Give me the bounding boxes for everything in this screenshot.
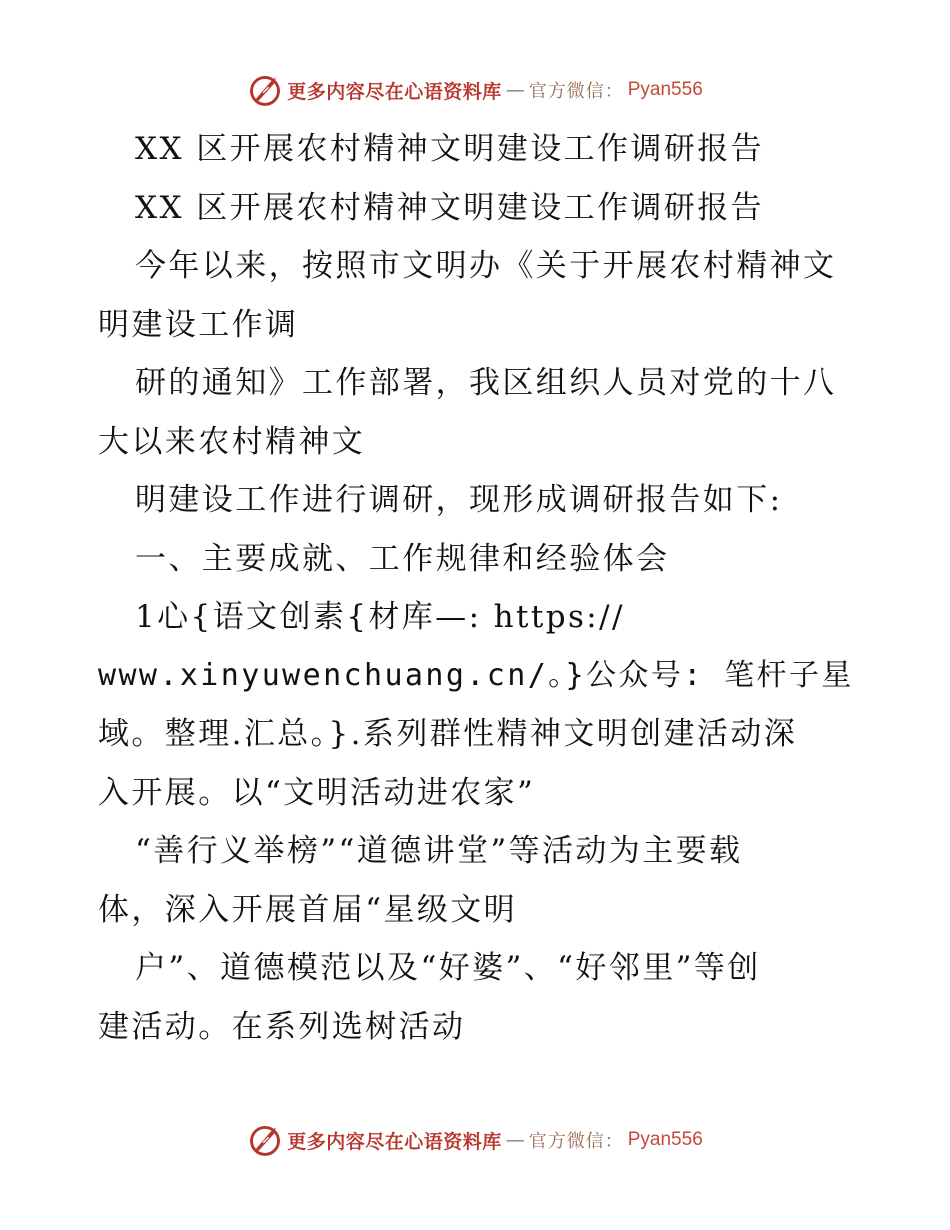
header-watermark-banner [0,70,950,110]
paragraph-line: 体，深入开展首届“星级文明 [98,891,518,928]
paragraph-line: 域。整理.汇总。}.系列群性精神文明创建活动深 [98,716,798,752]
watermark-separator: — [505,1129,525,1151]
paragraph-line: “善行义举榜”“道德讲堂”等活动为主要载 [135,833,743,869]
quill-pen-logo-icon [247,1122,283,1158]
watermark-site-text: 更多内容尽在心语资料库 [287,1130,502,1153]
paragraph-line: 建活动。在系列选树活动 [98,1008,466,1045]
document-title: XX 区开展农村精神文明建设工作调研报告 [135,131,764,167]
url-line: www.xinyuwenchuang.cn/。}公众号: 笔杆子星 [98,657,854,693]
watermark-wechat-id: Pyan556 [627,79,703,100]
watermark-wechat-id: Pyan556 [627,1129,703,1150]
watermark-wechat-label: 官方微信： [528,1131,624,1152]
paragraph-line: 明建设工作调 [98,306,299,343]
paragraph-line: 1心{语文创素{材库—: https:// [135,599,625,635]
document-subtitle: XX 区开展农村精神文明建设工作调研报告 [135,189,764,226]
paragraph-line: 入开展。以“文明活动进农家” [98,774,536,811]
paragraph-line: 今年以来，按照市文明办《关于开展农村精神文 [135,248,837,284]
watermark-site-text: 更多内容尽在心语资料库 [287,80,502,103]
footer-watermark-banner [0,1120,950,1160]
paragraph-line: 户”、道德模范以及“好婆”、“好邻里”等创 [135,950,761,986]
paragraph-line: 大以来农村精神文 [98,423,366,460]
watermark-separator: — [505,79,525,101]
document-body [98,120,878,1056]
paragraph-line: 研的通知》工作部署，我区组织人员对党的十八 [135,365,837,401]
section-heading: 一、主要成就、工作规律和经验体会 [135,540,670,577]
watermark-wechat-label: 官方微信： [528,81,624,102]
quill-pen-logo-icon [247,72,283,108]
paragraph-line: 明建设工作进行调研，现形成调研报告如下: [135,482,783,518]
